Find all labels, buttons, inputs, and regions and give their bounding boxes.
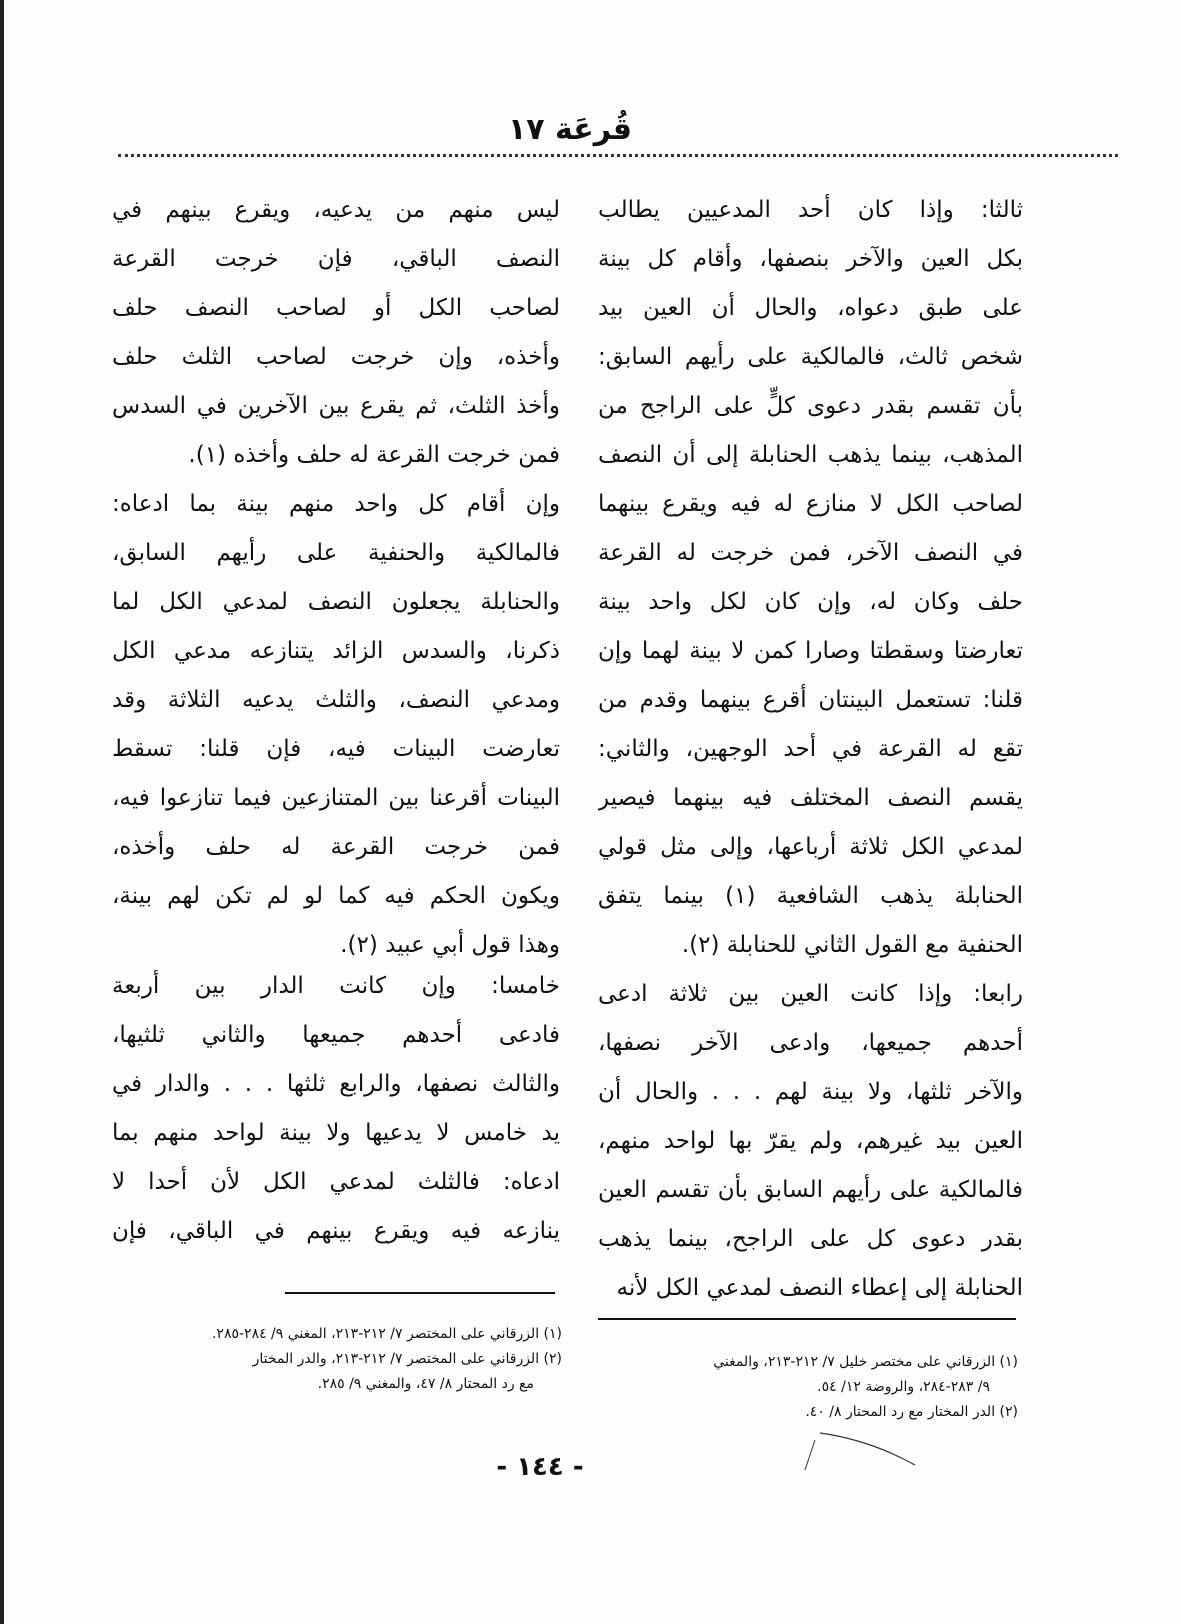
text-line: والثالث نصفها، والرابع ثلثها . . . والدار في — [112, 1071, 560, 1097]
text-line: ينازعه فيه ويقرع بينهم في الباقي، فإن — [112, 1218, 560, 1244]
text-line: ثالثا: وإذا كان أحد المدعيين يطالب — [598, 197, 1023, 223]
text-line: على طبق دعواه، والحال أن العين بيد — [598, 295, 1023, 321]
text-line: فمن خرجت القرعة له حلف وأخذه (١). — [188, 442, 560, 468]
text-line: أحدهم جميعها، وادعى الآخر نصفها، — [598, 1030, 1023, 1056]
footnote: (٢) الدر المختار مع رد المحتار ٨/ ٤٠. — [805, 1404, 1018, 1420]
text-line: والحنابلة يجعلون النصف لمدعي الكل لما — [112, 589, 560, 615]
text-line: يد خامس لا يدعيها ولا بينة لواحد منهم بما — [112, 1120, 560, 1146]
text-line: بكل العين والآخر بنصفها، وأقام كل بينة — [598, 246, 1023, 272]
text-line: قلنا: تستعمل البينتان أقرع بينهما وقدم من — [598, 687, 1023, 713]
text-line: ليس منهم من يدعيه، ويقرع بينهم في — [112, 197, 560, 223]
text-line: حلف وكان له، وإن كان لكل واحد بينة — [598, 589, 1023, 615]
text-line: المذهب، بينما يذهب الحنابلة إلى أن النصف — [598, 442, 1023, 468]
text-line: البينات أقرعنا بين المتنازعين فيما تنازعوا فيه، — [112, 785, 560, 811]
text-line: لمدعي الكل ثلاثة أرباعها، وإلى مثل قولي — [598, 834, 1023, 860]
scan-edge — [0, 0, 4, 1624]
text-line: وأخذ الثلث، ثم يقرع بين الآخرين في السدس — [112, 393, 560, 419]
footnotes-left — [112, 1322, 562, 1397]
text-line: وهذا قول أبي عبيد (٢). — [340, 932, 560, 958]
text-line: الحنابلة يذهب الشافعية (١) بينما يتفق — [598, 883, 1023, 909]
text-line: فالمالكية على رأيهم السابق بأن تقسم العين — [598, 1177, 1023, 1203]
text-line: الحنابلة إلى إعطاء النصف لمدعي الكل لأنه — [616, 1275, 1023, 1301]
footnote: (١) الزرقاني على مختصر خليل ٧/ ٢١٢-٢١٣، والمغني — [713, 1354, 1018, 1370]
text-line: وإن أقام كل واحد منهم بينة بما ادعاه: — [112, 491, 560, 517]
footnotes-right — [598, 1350, 1018, 1425]
text-line: في النصف الآخر، فمن خرجت له القرعة — [598, 540, 1023, 566]
footnote-separator-left — [285, 1292, 555, 1294]
text-line: وأخذه، وإن خرجت لصاحب الثلث حلف — [112, 344, 560, 370]
text-line: يقسم النصف المختلف فيه بينهما فيصير — [598, 785, 1023, 811]
text-line: ومدعي النصف، والثلث يدعيه الثلاثة وقد — [112, 687, 560, 713]
text-line: خامسا: وإن كانت الدار بين أربعة — [112, 973, 560, 999]
header-dotted-rule — [118, 154, 1118, 157]
footnote: (١) الزرقاني على المختصر ٧/ ٢١٢-٢١٣، المغني ٩/ ٢٨٤-٢٨٥. — [211, 1326, 562, 1342]
text-line: فالمالكية والحنفية على رأيهم السابق، — [112, 540, 560, 566]
footnote: ٩/ ٢٨٣-٢٨٤، والروضة ١٢/ ٥٤. — [817, 1379, 990, 1395]
text-line: بقدر دعوى كل على الراجح، بينما يذهب — [598, 1226, 1023, 1252]
text-line: تقع له القرعة في أحد الوجهين، والثاني: — [598, 736, 1023, 762]
text-line: شخص ثالث، فالمالكية على رأيهم السابق: — [598, 344, 1023, 370]
footnote: مع رد المحتار ٨/ ٤٧، والمغني ٩/ ٢٨٥. — [317, 1376, 534, 1392]
text-line: العين بيد غيرهم، ولم يقرّ بها لواحد منهم، — [598, 1128, 1023, 1154]
text-line: ذكرنا، والسدس الزائد يتنازعه مدعي الكل — [112, 638, 560, 664]
text-line: تعارضتا وسقطتا وصارا كمن لا بينة لهما وإن — [598, 638, 1023, 664]
page-number: - ١٤٤ - — [496, 1452, 584, 1482]
text-line: ادعاه: فالثلث لمدعي الكل لأن أحدا لا — [112, 1169, 560, 1195]
text-line: لصاحب الكل أو لصاحب النصف حلف — [112, 295, 560, 321]
text-line: النصف الباقي، فإن خرجت القرعة — [112, 246, 560, 272]
text-line: رابعا: وإذا كانت العين بين ثلاثة ادعى — [598, 981, 1023, 1007]
right-column-text — [598, 186, 1023, 1313]
text-line: ويكون الحكم فيه كما لو لم تكن لهم بينة، — [112, 883, 560, 909]
left-column-text-continued — [112, 962, 560, 1256]
text-line: فادعى أحدهم جميعها والثاني ثلثيها، — [112, 1022, 560, 1048]
text-line: الحنفية مع القول الثاني للحنابلة (٢). — [681, 932, 1023, 958]
footnote-separator-right — [598, 1318, 1016, 1320]
footnote: (٢) الزرقاني على المختصر ٧/ ٢١٢-٢١٣، والدر المختار — [252, 1351, 562, 1367]
page-header-title: قُرعَة ١٧ — [507, 112, 633, 147]
pen-mark — [800, 1425, 920, 1475]
text-line: بأن تقسم بقدر دعوى كلٍّ على الراجح من — [598, 393, 1023, 419]
text-line: لصاحب الكل لا منازع له فيه ويقرع بينهما — [598, 491, 1023, 517]
left-column-text — [112, 186, 560, 970]
text-line: تعارضت البينات فيه، فإن قلنا: تسقط — [112, 736, 560, 762]
text-line: والآخر ثلثها، ولا بينة لهم . . . والحال أن — [598, 1079, 1023, 1105]
text-line: فمن خرجت القرعة له حلف وأخذه، — [112, 834, 560, 860]
